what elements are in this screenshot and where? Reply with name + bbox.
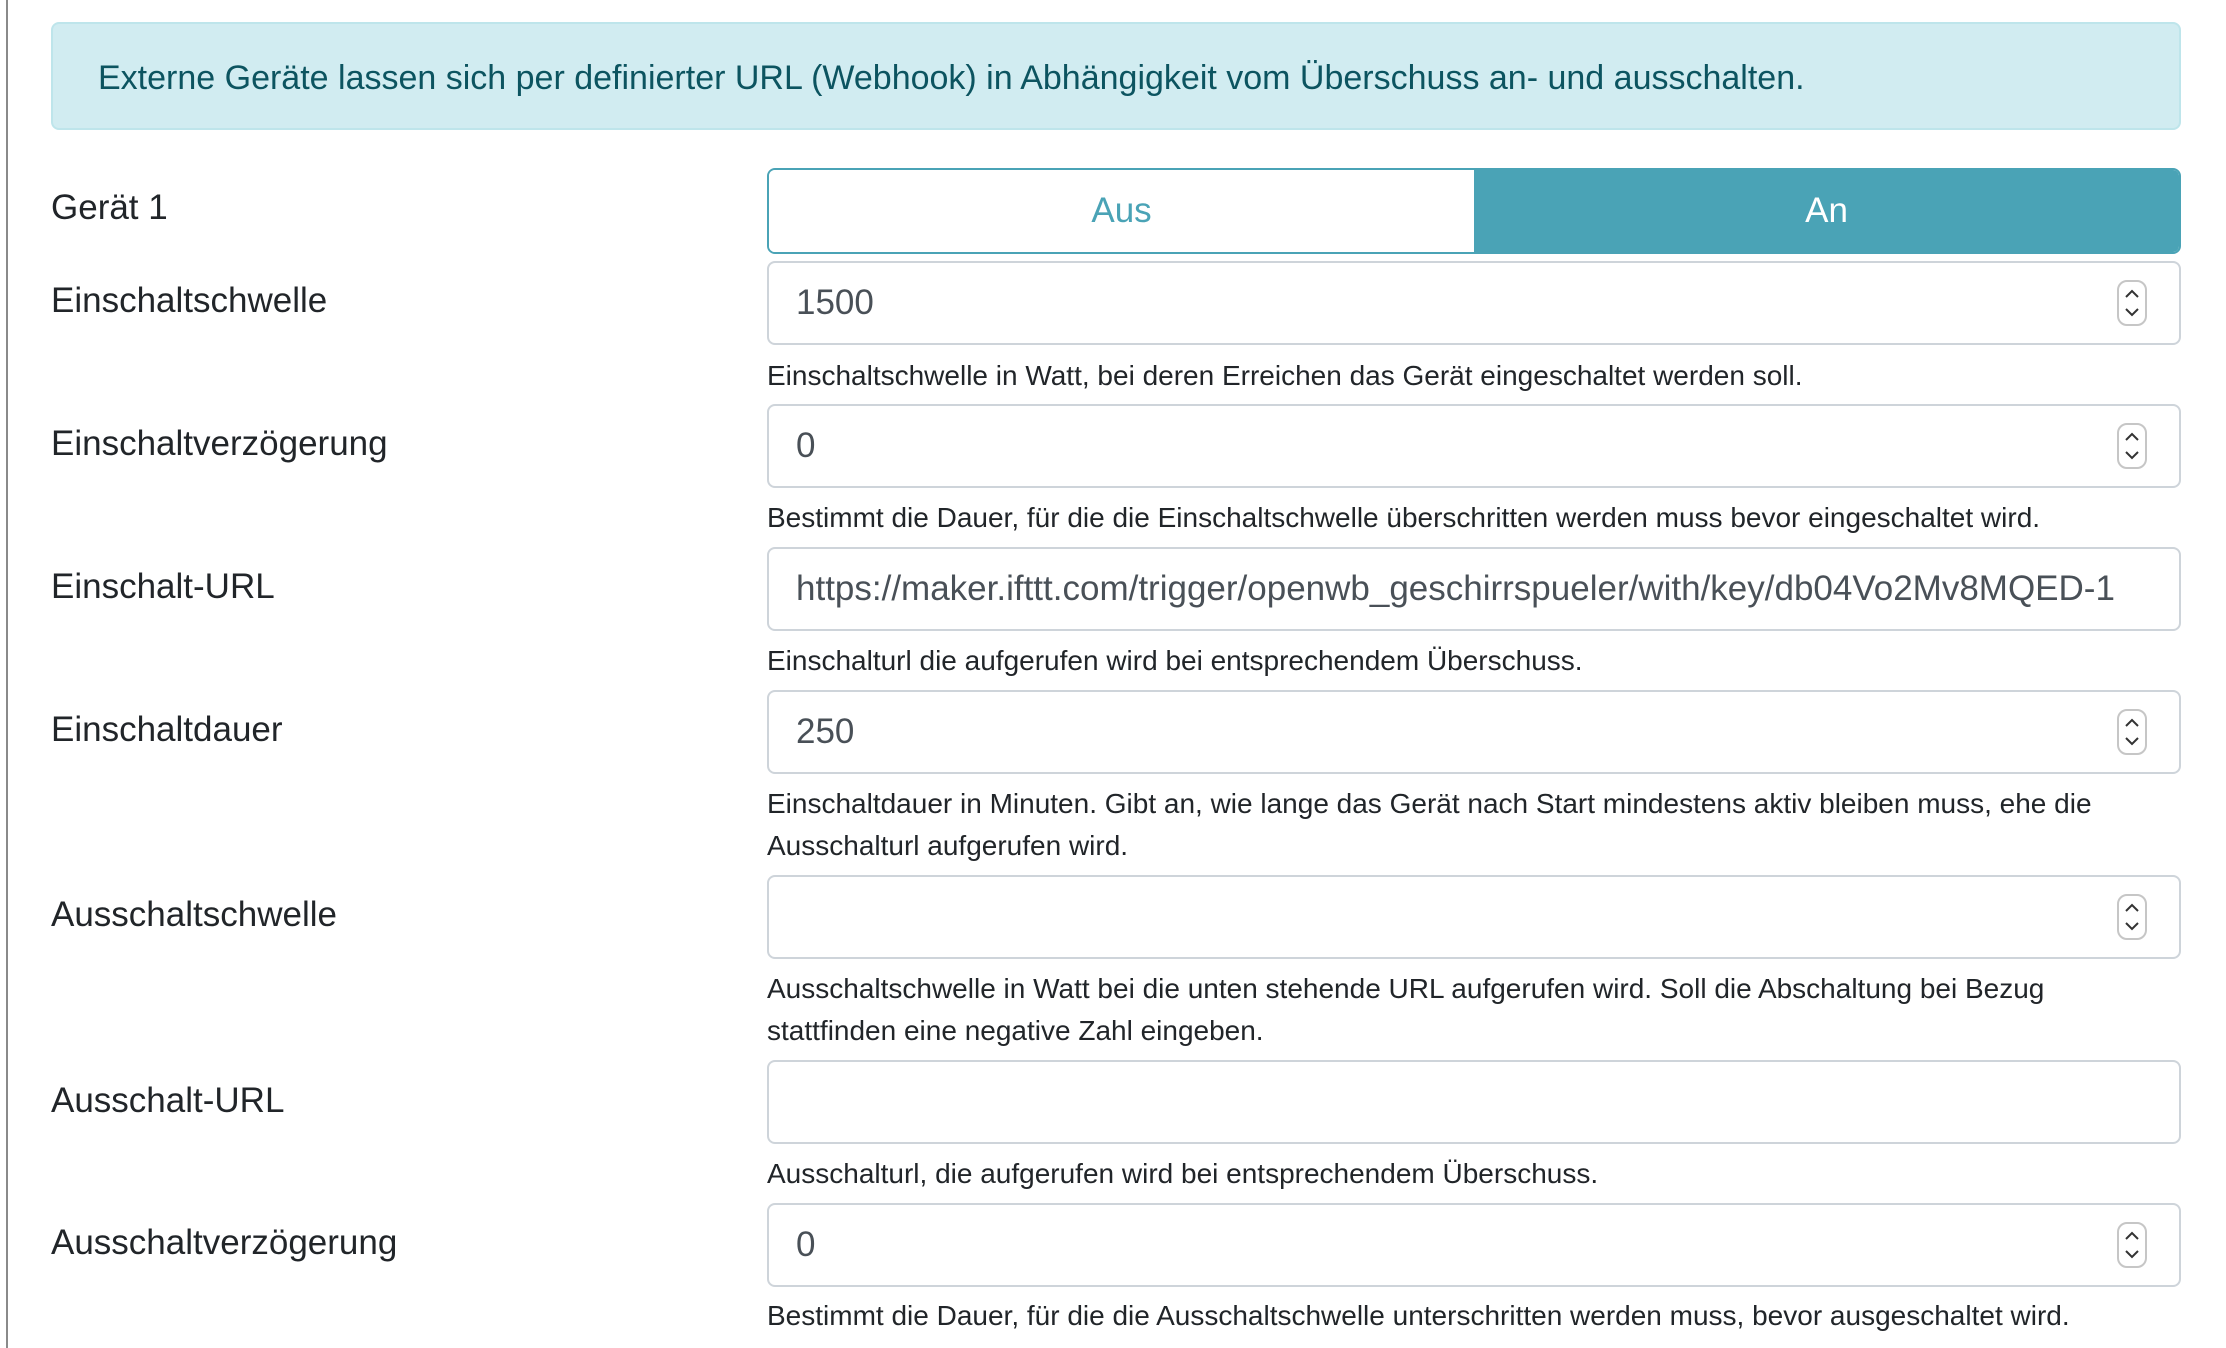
einschalt-url-help: Einschalturl die aufgerufen wird bei entsprechendem Überschuss. bbox=[767, 645, 1583, 676]
chevron-down-icon[interactable] bbox=[2123, 306, 2141, 318]
ausschaltschwelle-spinner[interactable] bbox=[2117, 894, 2147, 940]
einschaltverzoegerung-input[interactable] bbox=[767, 404, 2181, 488]
chevron-up-icon[interactable] bbox=[2123, 1230, 2141, 1242]
ausschaltschwelle-input[interactable] bbox=[767, 875, 2181, 959]
einschaltschwelle-spinner[interactable] bbox=[2117, 280, 2147, 326]
einschaltverzoegerung-label: Einschaltverzögerung bbox=[51, 424, 388, 463]
einschaltschwelle-input[interactable] bbox=[767, 261, 2181, 345]
einschalt-url-input[interactable] bbox=[767, 547, 2181, 631]
einschaltdauer-value: 250 bbox=[796, 712, 855, 751]
ausschaltverzoegerung-spinner[interactable] bbox=[2117, 1222, 2147, 1268]
einschaltverzoegerung-help: Bestimmt die Dauer, für die die Einschaltschwelle überschritten werden muss bevor eingeschaltet wird. bbox=[767, 502, 2041, 533]
chevron-up-icon[interactable] bbox=[2123, 717, 2141, 729]
chevron-down-icon[interactable] bbox=[2123, 1248, 2141, 1260]
ausschalt-url-label: Ausschalt-URL bbox=[51, 1081, 285, 1120]
ausschalt-url-input[interactable] bbox=[767, 1060, 2181, 1144]
ausschaltschwelle-label: Ausschaltschwelle bbox=[51, 895, 337, 934]
einschaltschwelle-value: 1500 bbox=[796, 283, 874, 322]
ausschaltverzoegerung-label: Ausschaltverzögerung bbox=[51, 1223, 398, 1262]
einschaltdauer-help: Einschaltdauer in Minuten. Gibt an, wie lange das Gerät nach Start mindestens aktiv bleiben muss, ehe die Ausschalturl aufgerufen wird. bbox=[767, 788, 2092, 861]
chevron-down-icon[interactable] bbox=[2123, 449, 2141, 461]
chevron-down-icon[interactable] bbox=[2123, 920, 2141, 932]
einschalt-url-label: Einschalt-URL bbox=[51, 567, 275, 606]
einschaltverzoegerung-spinner[interactable] bbox=[2117, 423, 2147, 469]
toggle-off-button[interactable]: Aus bbox=[769, 170, 1474, 252]
ausschaltschwelle-help: Ausschaltschwelle in Watt bei die unten stehende URL aufgerufen wird. Soll die Abschaltung bei Bezug stattfinden eine negative Zahl eingeben. bbox=[767, 973, 2045, 1046]
einschaltdauer-spinner[interactable] bbox=[2117, 709, 2147, 755]
toggle-on-button[interactable]: An bbox=[1474, 170, 2179, 252]
ausschalt-url-help: Ausschalturl, die aufgerufen wird bei entsprechendem Überschuss. bbox=[767, 1158, 1599, 1189]
chevron-up-icon[interactable] bbox=[2123, 288, 2141, 300]
einschaltschwelle-help: Einschaltschwelle in Watt, bei deren Erreichen das Gerät eingeschaltet werden soll. bbox=[767, 360, 1803, 391]
device-label: Gerät 1 bbox=[51, 188, 168, 227]
info-alert: Externe Geräte lassen sich per definierter URL (Webhook) in Abhängigkeit vom Überschuss an- und ausschalten. bbox=[51, 22, 2181, 130]
einschaltdauer-input[interactable] bbox=[767, 690, 2181, 774]
einschaltschwelle-label: Einschaltschwelle bbox=[51, 281, 328, 320]
ausschaltverzoegerung-help: Bestimmt die Dauer, für die die Ausschaltschwelle unterschritten werden muss, bevor ausgeschaltet wird. bbox=[767, 1300, 2070, 1331]
einschaltdauer-label: Einschaltdauer bbox=[51, 710, 283, 749]
chevron-up-icon[interactable] bbox=[2123, 431, 2141, 443]
chevron-down-icon[interactable] bbox=[2123, 735, 2141, 747]
einschaltverzoegerung-value: 0 bbox=[796, 426, 816, 465]
ausschaltverzoegerung-value: 0 bbox=[796, 1225, 816, 1264]
device-toggle bbox=[767, 168, 2181, 254]
einschalt-url-value: https://maker.ifttt.com/trigger/openwb_geschirrspueler/with/key/db04Vo2Mv8MQED-1 bbox=[796, 569, 2115, 608]
ausschaltverzoegerung-input[interactable] bbox=[767, 1203, 2181, 1287]
chevron-up-icon[interactable] bbox=[2123, 902, 2141, 914]
